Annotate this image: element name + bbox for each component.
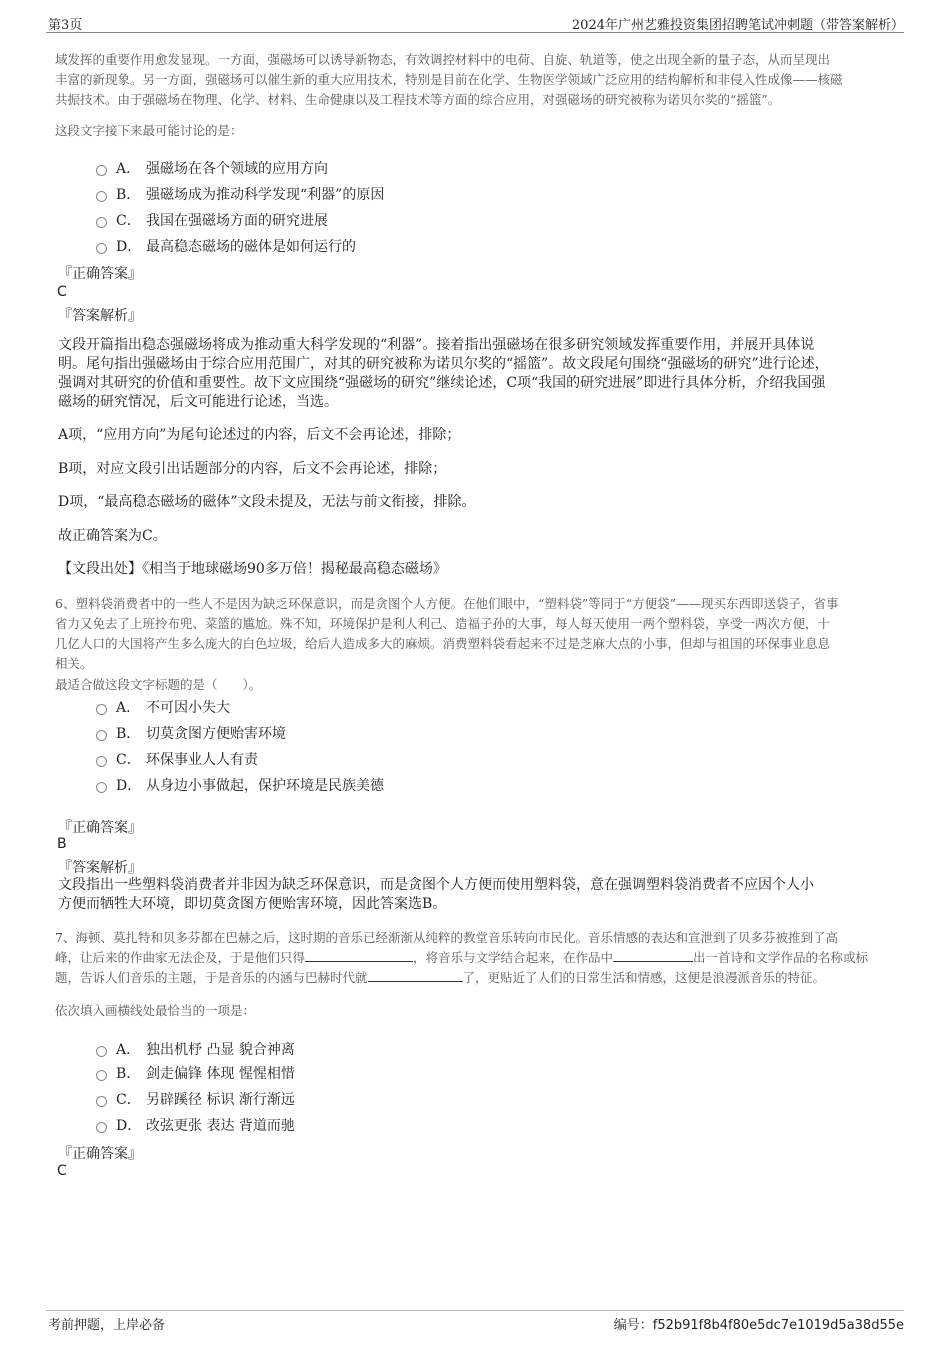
q5-question: 这段文字接下来最可能讨论的是：	[55, 123, 243, 138]
q5-answer: C	[57, 284, 67, 300]
option-letter: A．	[116, 700, 141, 716]
q6-answer: B	[57, 836, 67, 852]
q5-option-a[interactable]	[96, 158, 328, 178]
option-letter: A．	[116, 161, 141, 177]
q7-stem-line: 7、海顿、莫扎特和贝多芬都在巴赫之后，这时期的音乐已经渐渐从纯粹的教堂音乐转向市民化。音乐情感的表达和宣泄到了贝多芬被推到了高	[55, 930, 838, 945]
q5-passage	[55, 50, 895, 110]
q7-stem-text: 出一首诗和文学作品的名称或标	[693, 950, 869, 965]
q7-option-a[interactable]	[96, 1039, 295, 1059]
q6-option-c[interactable]	[96, 749, 258, 769]
radio-icon[interactable]	[96, 1046, 107, 1057]
option-letter: B．	[116, 187, 141, 203]
q6-stem-line: 6、塑料袋消费者中的一些人不是因为缺乏环保意识，而是贪图个人方便。在他们眼中，“塑料袋”等同于“方便袋”——现买东西即送袋子，省事	[55, 596, 839, 611]
option-letter: D．	[116, 778, 142, 794]
document-title: 2024年广州艺雅投资集团招聘笔试冲刺题（带答案解析）	[571, 18, 904, 33]
option-text: 我国在强磁场方面的研究进展	[146, 213, 328, 229]
footer-slogan: 考前押题，上岸必备	[48, 1318, 166, 1333]
radio-icon[interactable]	[96, 165, 107, 176]
option-text: 强磁场成为推动科学发现“利器”的原因	[146, 187, 385, 203]
q7-stem-text: ，将音乐与文学结合起来，在作品中	[413, 950, 614, 965]
radio-icon[interactable]	[96, 704, 107, 715]
q6-option-d[interactable]	[96, 775, 384, 795]
option-text: 改弦更张 表达 背道而驰	[146, 1118, 295, 1134]
radio-icon[interactable]	[96, 217, 107, 228]
option-letter: C．	[116, 752, 141, 768]
radio-icon[interactable]	[96, 243, 107, 254]
q5-answer-label: 『正确答案』	[58, 266, 142, 282]
q5-analysis-label: 『答案解析』	[58, 308, 142, 324]
q7-option-b[interactable]	[96, 1063, 295, 1083]
option-letter: C．	[116, 1092, 141, 1108]
radio-icon[interactable]	[96, 1070, 107, 1081]
q7-stem-line	[55, 948, 895, 968]
radio-icon[interactable]	[96, 191, 107, 202]
option-letter: D．	[116, 1118, 142, 1134]
radio-icon[interactable]	[96, 1096, 107, 1107]
q6-stem-line: 几亿人口的大国将产生多么庞大的白色垃圾，给后人造成多大的麻烦。消费塑料袋看起来不过是芝麻大点的小事，但却与祖国的环保事业息息	[55, 636, 831, 651]
q5-passage-line: 共振技术。由于强磁场在物理、化学、材料、生命健康以及工程技术等方面的综合应用，对强磁场的研究被称为诺贝尔奖的“摇篮”。	[55, 92, 781, 107]
option-text: 不可因小失大	[146, 700, 230, 716]
q7-answer: C	[57, 1163, 67, 1179]
q5-note-a: A项，“应用方向”为尾句论述过的内容，后文不会再论述，排除；	[58, 427, 461, 443]
option-text: 独出机杼 凸显 貌合神离	[146, 1042, 295, 1058]
option-text: 最高稳态磁场的磁体是如何运行的	[146, 239, 356, 255]
option-text: 剑走偏锋 体现 惺惺相惜	[146, 1066, 295, 1082]
option-letter: B．	[116, 1066, 141, 1082]
footer-divider	[46, 1310, 904, 1311]
q6-stem	[55, 594, 895, 674]
analysis-line: 方便而牺牲大环境，即切莫贪图方便贻害环境，因此答案选B。	[58, 896, 447, 912]
q7-stem-text: 了，更贴近了人们的日常生活和情感，这便是浪漫派音乐的特征。	[462, 970, 826, 985]
option-text: 环保事业人人有责	[146, 752, 258, 768]
fill-blank-3[interactable]	[368, 969, 463, 982]
fill-blank-2[interactable]	[613, 949, 693, 962]
analysis-line: 明。尾句指出强磁场由于综合应用范围广，对其的研究被称为诺贝尔奖的“摇篮”。故文段尾句围绕“强磁场的研究”进行论述，	[58, 356, 829, 372]
document-id: 编号：f52b91f8b4f80e5dc7e1019d5a38d55e	[613, 1318, 904, 1333]
q5-passage-line: 丰富的新现象。另一方面，强磁场可以催生新的重大应用技术，特别是目前在化学、生物医学领域广泛应用的结构解析和非侵入性成像——核磁	[55, 72, 843, 87]
q5-option-c[interactable]	[96, 210, 328, 230]
analysis-line: 文段开篇指出稳态强磁场将成为推动重大科学发现的“利器”。接着指出强磁场在很多研究领域发挥重要作用，并展开具体说	[58, 337, 815, 353]
q5-passage-line: 域发挥的重要作用愈发显现。一方面，强磁场可以诱导新物态，有效调控材料中的电荷、自旋、轨道等，使之出现全新的量子态，从而呈现出	[55, 52, 831, 67]
q6-stem-line: 相关。	[55, 656, 93, 671]
q7-stem-text: 题，告诉人们音乐的主题，于是音乐的内涵与巴赫时代就	[55, 970, 368, 985]
q5-conclusion: 故正确答案为C。	[58, 528, 167, 544]
q6-question: 最适合做这段文字标题的是（ ）。	[55, 677, 262, 692]
option-text: 另辟蹊径 标识 渐行渐远	[146, 1092, 295, 1108]
option-text: 从身边小事做起，保护环境是民族美德	[146, 778, 384, 794]
header-divider	[46, 32, 904, 33]
q7-stem	[55, 928, 895, 988]
analysis-line: 文段指出一些塑料袋消费者并非因为缺乏环保意识，而是贪图个人方便而使用塑料袋，意在强调塑料袋消费者不应因个人小	[58, 877, 814, 893]
q6-stem-line: 省力又免去了上班拎布兜、菜篮的尴尬。殊不知，环境保护是利人利己、造福子孙的大事，每人每天使用一两个塑料袋，享受一两次方便，十	[55, 616, 831, 631]
option-text: 强磁场在各个领域的应用方向	[146, 161, 328, 177]
q6-option-b[interactable]	[96, 723, 286, 743]
q6-analysis	[58, 876, 888, 914]
q5-note-d: D项，“最高稳态磁场的磁体”文段未提及，无法与前文衔接，排除。	[58, 494, 476, 510]
q5-note-b: B项，对应文段引出话题部分的内容，后文不会再论述，排除；	[58, 461, 447, 477]
radio-icon[interactable]	[96, 782, 107, 793]
q6-analysis-label: 『答案解析』	[58, 860, 142, 876]
analysis-line: 磁场的研究情况，后文可能进行论述，当选。	[58, 394, 338, 410]
q7-question: 依次填入画横线处最恰当的一项是：	[55, 1003, 256, 1018]
q7-answer-label: 『正确答案』	[58, 1146, 142, 1162]
radio-icon[interactable]	[96, 730, 107, 741]
q5-option-d[interactable]	[96, 236, 356, 256]
q5-option-b[interactable]	[96, 184, 384, 204]
radio-icon[interactable]	[96, 756, 107, 767]
fill-blank-1[interactable]	[305, 949, 413, 962]
option-letter: D．	[116, 239, 142, 255]
option-letter: B．	[116, 726, 141, 742]
option-text: 切莫贪图方便贻害环境	[146, 726, 286, 742]
q5-source: 【文段出处】《相当于地球磁场90多万倍！揭秘最高稳态磁场》	[58, 561, 447, 577]
page-number: 第3页	[48, 18, 83, 33]
q7-stem-line	[55, 968, 895, 988]
radio-icon[interactable]	[96, 1122, 107, 1133]
q7-stem-text: 峰，让后来的作曲家无法企及，于是他们只得	[55, 950, 306, 965]
q5-analysis	[58, 336, 888, 412]
q6-option-a[interactable]	[96, 697, 230, 717]
q7-option-c[interactable]	[96, 1089, 295, 1109]
option-letter: C．	[116, 213, 141, 229]
q7-option-d[interactable]	[96, 1115, 295, 1135]
option-letter: A．	[116, 1042, 141, 1058]
analysis-line: 强调对其研究的价值和重要性。故下文应围绕“强磁场的研究”继续论述，C项“我国的研究进展”即进行具体分析，介绍我国强	[58, 375, 826, 391]
q6-answer-label: 『正确答案』	[58, 820, 142, 836]
